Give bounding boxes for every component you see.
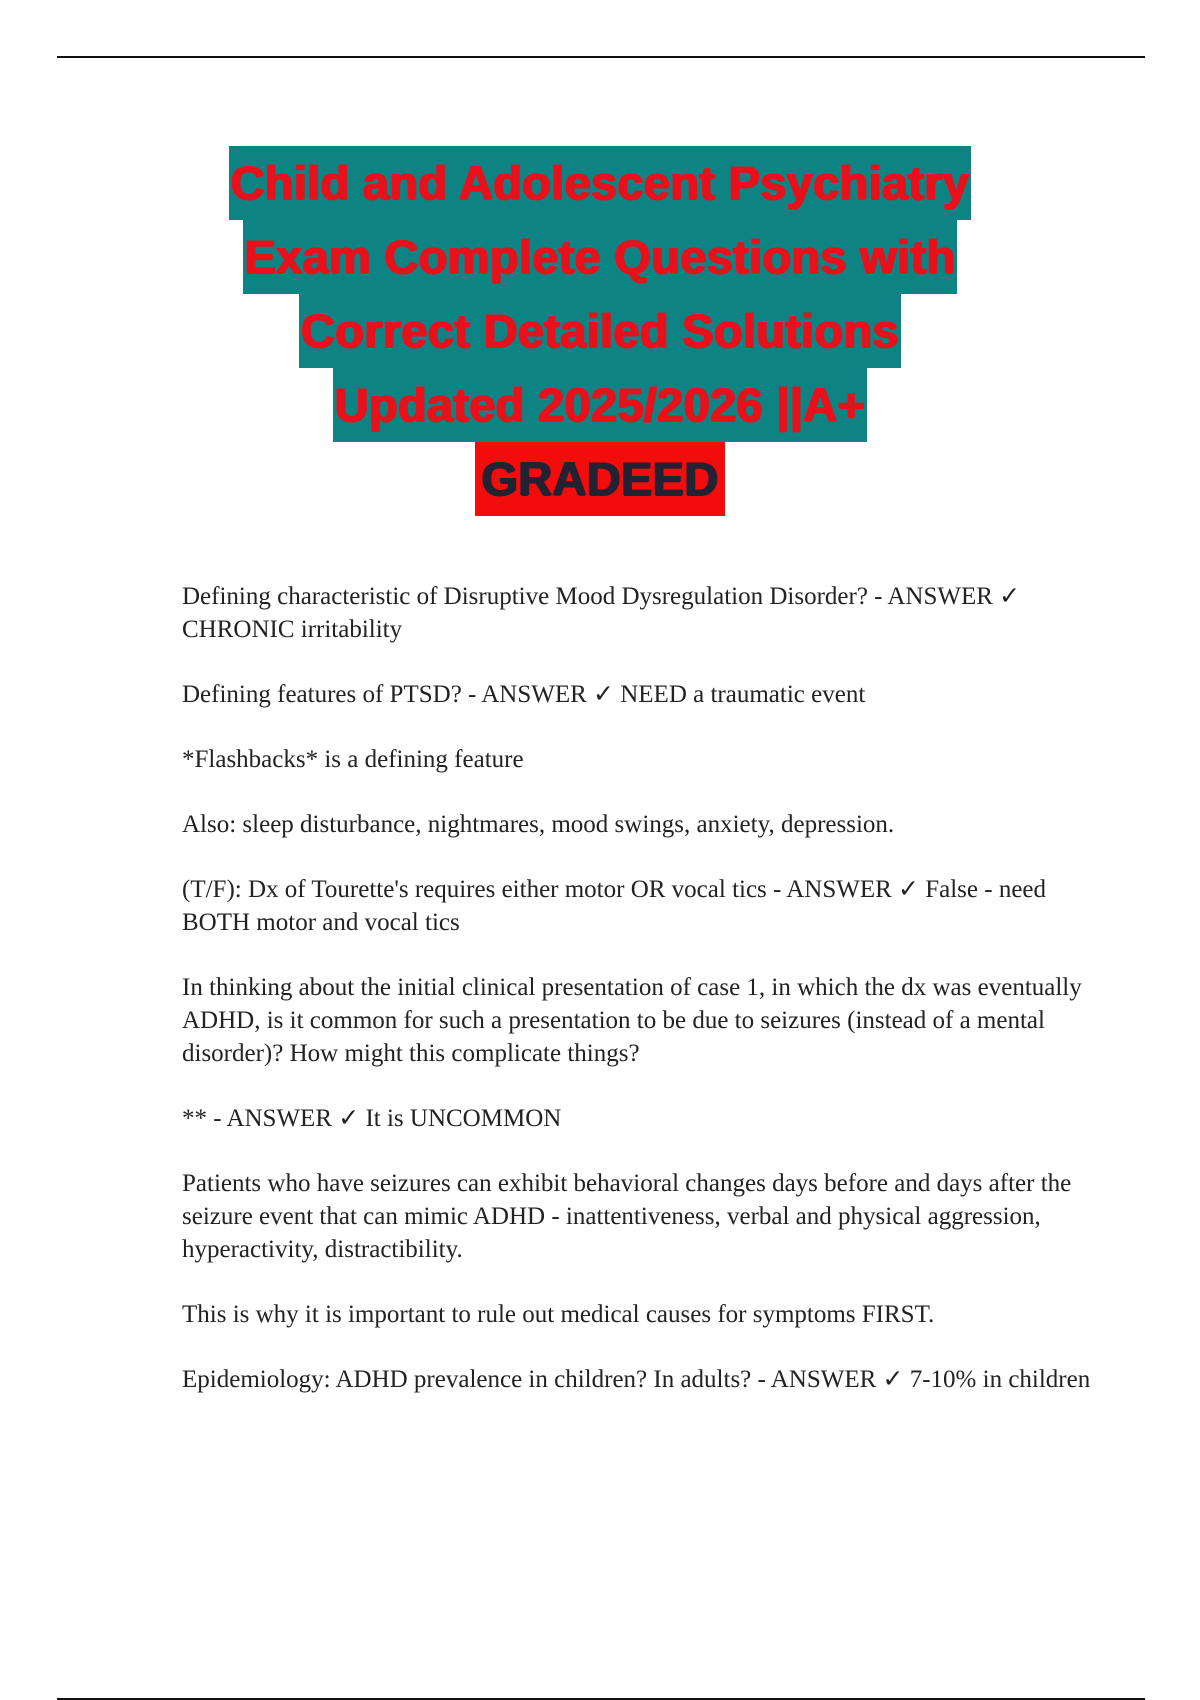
qa-paragraph-2: Defining features of PTSD? - ANSWER ✓ NEED a traumatic event — [182, 681, 866, 708]
qa-paragraph-5: (T/F): Dx of Tourette's requires either motor OR vocal tics - ANSWER ✓ False - need BOTH motor and vocal tics — [182, 876, 1047, 936]
qa-paragraph-7: ** - ANSWER ✓ It is UNCOMMON — [182, 1105, 562, 1132]
qa-paragraph-1: Defining characteristic of Disruptive Mood Dysregulation Disorder? - ANSWER ✓ CHRONIC irritability — [182, 583, 1021, 643]
document-title — [0, 146, 1200, 516]
qa-paragraph-3: *Flashbacks* is a defining feature — [182, 746, 524, 773]
qa-paragraph-9: This is why it is important to rule out medical causes for symptoms FIRST. — [182, 1301, 935, 1328]
top-rule — [57, 56, 1145, 58]
qa-paragraph-4: Also: sleep disturbance, nightmares, mood swings, anxiety, depression. — [182, 811, 895, 838]
qa-paragraph-6: In thinking about the initial clinical presentation of case 1, in which the dx was eventually ADHD, is it common for such a presentation to be due to seizures (instead of a mental disorder)? How might this complicate things? — [182, 974, 1082, 1067]
title-line-1: Child and Adolescent Psychiatry — [229, 146, 972, 220]
title-grade-badge: GRADEED — [475, 442, 724, 516]
qa-paragraph-10: Epidemiology: ADHD prevalence in children? In adults? - ANSWER ✓ 7-10% in children — [182, 1366, 1091, 1393]
qa-paragraph-8: Patients who have seizures can exhibit behavioral changes days before and days after the seizure event that can mimic ADHD - inattentiveness, verbal and physical aggression, hyperactivity, distractibility. — [182, 1170, 1072, 1263]
title-line-2: Exam Complete Questions with — [243, 220, 958, 294]
title-line-4: Updated 2025/2026 ||A+ — [333, 368, 868, 442]
qa-content — [182, 580, 1092, 1428]
title-line-3: Correct Detailed Solutions — [299, 294, 901, 368]
